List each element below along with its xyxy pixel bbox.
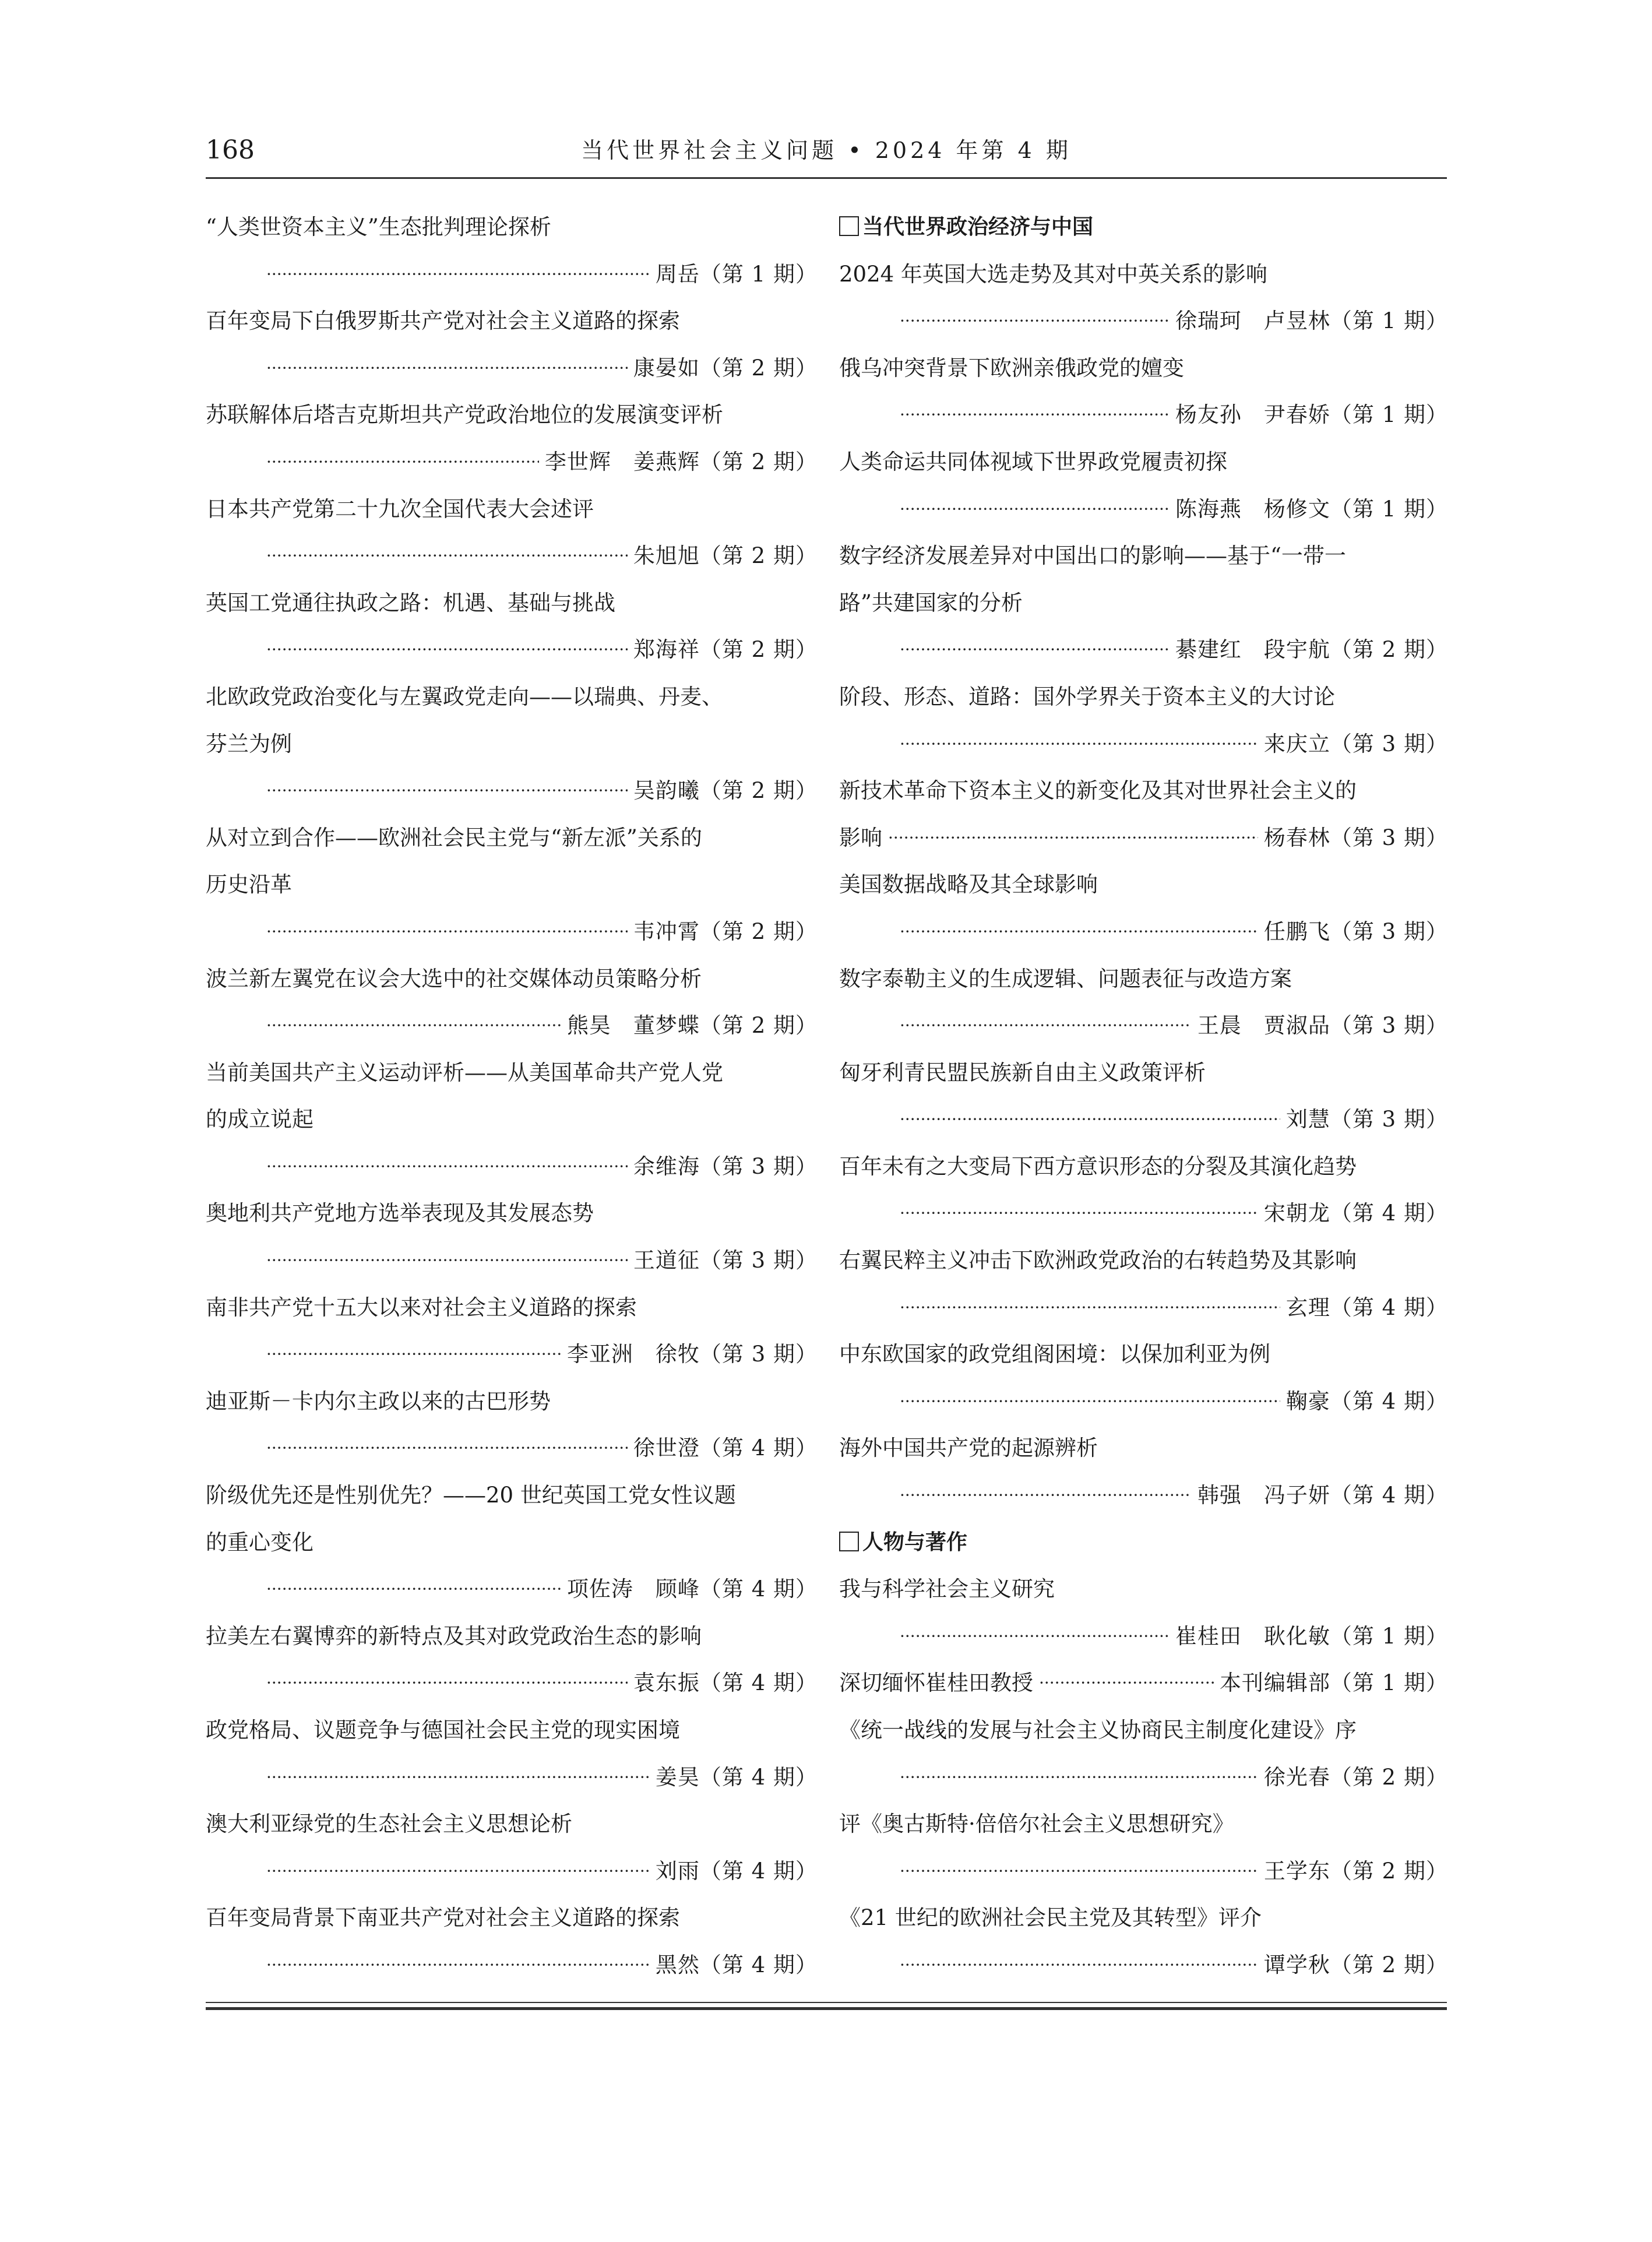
entry-author: 王晨 贾淑品（第 3 期）: [1197, 1013, 1448, 1039]
entry-title-line: 右翼民粹主义冲击下欧洲政党政治的右转趋势及其影响: [839, 1248, 1357, 1273]
leader-dots: [266, 1848, 650, 1895]
entry-author-line: [839, 721, 1448, 768]
entry-author-line: [206, 533, 818, 580]
entry-author-line: [839, 815, 1448, 862]
entry-author: 鞠豪（第 4 期）: [1285, 1388, 1448, 1414]
entry-title-line: 数字泰勒主义的生成逻辑、问题表征与改造方案: [839, 966, 1292, 991]
entry-author-line: [839, 1942, 1448, 1989]
entry-author-line: [839, 627, 1448, 674]
leader-dots: [266, 1566, 561, 1613]
entry-author-line: [206, 627, 818, 674]
entry-title-line: 中东欧国家的政党组阁困境：以保加利亚为例: [839, 1342, 1270, 1367]
entry-author-line: [839, 1096, 1448, 1143]
leader-dots: [266, 1237, 628, 1284]
leader-dots: [1039, 1660, 1214, 1707]
leader-dots: [900, 1848, 1258, 1895]
leader-dots: [900, 1378, 1280, 1426]
entry-title-line: 阶段、形态、道路：国外学界关于资本主义的大讨论: [839, 684, 1335, 709]
entry-title-line: 美国数据战略及其全球影响: [839, 872, 1098, 897]
entry-title-line: 南非共产党十五大以来对社会主义道路的探索: [206, 1294, 637, 1320]
entry-title-line: 北欧政党政治变化与左翼政党走向——以瑞典、丹麦、: [206, 684, 723, 709]
entry-title-line: 的重心变化: [206, 1529, 314, 1555]
entry-author: 刘慧（第 3 期）: [1285, 1107, 1448, 1132]
entry-author-line: [206, 251, 818, 298]
leader-dots: [266, 345, 628, 392]
entry-author: 王学东（第 2 期）: [1263, 1858, 1448, 1884]
section-heading: [839, 1519, 1448, 1567]
leader-dots: [900, 1002, 1192, 1050]
entry-title-line: 拉美左右翼博弈的新特点及其对政党政治生态的影响: [206, 1623, 702, 1649]
entry-author-line: [839, 486, 1448, 533]
entry-title-line: 人类命运共同体视域下世界政党履责初探: [839, 449, 1227, 474]
leader-dots: [900, 1096, 1280, 1143]
page-header: [206, 133, 1447, 174]
entry-author: 杨友孙 尹春娇（第 1 期）: [1175, 402, 1448, 428]
entry-author-line: [839, 909, 1448, 956]
entry-author-line: [206, 1754, 818, 1801]
leader-dots: [900, 721, 1258, 768]
entry-author: 袁东振（第 4 期）: [633, 1670, 818, 1696]
leader-dots: [900, 486, 1170, 533]
entry-title-line: 历史沿革: [206, 872, 292, 897]
leader-dots: [900, 1472, 1192, 1519]
entry-title-line: 2024 年英国大选走势及其对中英关系的影响: [839, 261, 1267, 287]
entry-title-inline: 深切缅怀崔桂田教授: [839, 1670, 1033, 1696]
leader-dots: [266, 1660, 628, 1707]
entry-title-line: 的成立说起: [206, 1107, 314, 1132]
entry-author: 郑海祥（第 2 期）: [633, 637, 818, 663]
entry-author-line: [206, 1942, 818, 1989]
leader-dots: [266, 533, 628, 580]
entry-title-line: 日本共产党第二十九次全国代表大会述评: [206, 496, 594, 522]
entry-author: 李亚洲 徐牧（第 3 期）: [566, 1342, 818, 1367]
leader-dots: [900, 1754, 1258, 1801]
entry-author: 康晏如（第 2 期）: [633, 355, 818, 381]
leader-dots: [900, 298, 1170, 345]
section-box-icon: [839, 216, 859, 236]
entry-title-inline: 影响: [839, 825, 882, 850]
leader-dots: [266, 768, 628, 815]
entry-author: 姜昊（第 4 期）: [655, 1764, 818, 1790]
entry-author-line: [206, 439, 818, 486]
header-rule: [206, 177, 1447, 179]
entry-author-line: [206, 1566, 818, 1613]
entry-title-line: 奥地利共产党地方选举表现及其发展态势: [206, 1201, 594, 1226]
entry-author: 綦建红 段宇航（第 2 期）: [1175, 637, 1448, 663]
entry-title-line: 《21 世纪的欧洲社会民主党及其转型》评介: [839, 1905, 1262, 1931]
entry-title-line: 海外中国共产党的起源辨析: [839, 1435, 1098, 1461]
leader-dots: [266, 1425, 628, 1472]
entry-author: 熊昊 董梦蝶（第 2 期）: [566, 1013, 818, 1039]
entry-author: 谭学秋（第 2 期）: [1263, 1952, 1448, 1977]
entry-author: 宋朝龙（第 4 期）: [1263, 1201, 1448, 1226]
leader-dots: [900, 1284, 1280, 1332]
leader-dots: [266, 909, 628, 956]
entry-author: 崔桂田 耿化敏（第 1 期）: [1175, 1623, 1448, 1649]
entry-author-line: [206, 909, 818, 956]
entry-title-line: 百年变局下白俄罗斯共产党对社会主义道路的探索: [206, 308, 680, 334]
entry-author: 任鹏飞（第 3 期）: [1263, 918, 1448, 944]
entry-title-line: 新技术革命下资本主义的新变化及其对世界社会主义的: [839, 778, 1357, 804]
section-heading-text: 当代世界政治经济与中国: [862, 215, 1094, 239]
leader-dots: [266, 1331, 561, 1378]
entry-author-line: [206, 1143, 818, 1191]
section-box-icon: [839, 1532, 859, 1551]
leader-dots: [888, 815, 1258, 862]
entry-author-line: [206, 1331, 818, 1378]
entry-title-line: 波兰新左翼党在议会大选中的社交媒体动员策略分析: [206, 966, 702, 991]
entry-author: 王道征（第 3 期）: [633, 1248, 818, 1273]
leader-dots: [266, 627, 628, 674]
entry-author: 项佐涛 顾峰（第 4 期）: [566, 1576, 818, 1602]
entry-title-line: 当前美国共产主义运动评析——从美国革命共产党人党: [206, 1060, 723, 1085]
leader-dots: [900, 392, 1170, 439]
entry-title-line: 迪亚斯－卡内尔主政以来的古巴形势: [206, 1388, 551, 1414]
entry-author-line: [839, 1848, 1448, 1895]
entry-author-line: [839, 1472, 1448, 1519]
left-column: [206, 204, 818, 1989]
leader-dots: [900, 1613, 1170, 1660]
entry-title-line: 澳大利亚绿党的生态社会主义思想论析: [206, 1811, 572, 1837]
entry-author-line: [839, 392, 1448, 439]
entry-author: 朱旭旭（第 2 期）: [633, 543, 818, 569]
leader-dots: [266, 1002, 561, 1050]
entry-author: 韦冲霄（第 2 期）: [633, 918, 818, 944]
entry-author: 杨春林（第 3 期）: [1263, 825, 1448, 850]
leader-dots: [900, 909, 1258, 956]
entry-author: 刘雨（第 4 期）: [655, 1858, 818, 1884]
entry-title-line: 阶级优先还是性别优先？——20 世纪英国工党女性议题: [206, 1483, 736, 1508]
entry-title-line: “人类世资本主义”生态批判理论探析: [206, 214, 551, 240]
leader-dots: [900, 1942, 1258, 1989]
entry-author-line: [206, 768, 818, 815]
entry-author-line: [839, 1002, 1448, 1050]
entry-title-line: 路”共建国家的分析: [839, 590, 1023, 615]
entry-title-line: 《统一战线的发展与社会主义协商民主制度化建设》序: [839, 1717, 1357, 1743]
entry-author: 韩强 冯子妍（第 4 期）: [1197, 1483, 1448, 1508]
entry-title-line: 我与科学社会主义研究: [839, 1576, 1055, 1602]
entry-author: 周岳（第 1 期）: [655, 261, 818, 287]
entry-author: 玄理（第 4 期）: [1285, 1294, 1448, 1320]
entry-title-line: 评《奥古斯特·倍倍尔社会主义思想研究》: [839, 1811, 1234, 1837]
footer-rule-thick: [206, 2007, 1447, 2010]
entry-author-line: [206, 1660, 818, 1707]
entry-author: 黑然（第 4 期）: [655, 1952, 818, 1977]
section-heading: [839, 204, 1448, 251]
entry-author-line: [839, 1754, 1448, 1801]
entry-author: 徐世澄（第 4 期）: [633, 1435, 818, 1461]
page-number: 168: [206, 135, 255, 165]
right-column: [839, 204, 1448, 1989]
leader-dots: [266, 439, 539, 486]
entry-author-line: [839, 1284, 1448, 1332]
entry-author: 吴韵曦（第 2 期）: [633, 778, 818, 804]
entry-author-line: [206, 1425, 818, 1472]
footer-rule: [206, 2002, 1447, 2003]
entry-author-line: [206, 1002, 818, 1050]
entry-author: 余维海（第 3 期）: [633, 1153, 818, 1179]
entry-author: 来庆立（第 3 期）: [1263, 731, 1448, 756]
leader-dots: [266, 1942, 650, 1989]
entry-author: 本刊编辑部（第 1 期）: [1219, 1670, 1448, 1696]
entry-author: 陈海燕 杨修文（第 1 期）: [1175, 496, 1448, 522]
entry-author: 李世辉 姜燕辉（第 2 期）: [544, 449, 818, 474]
entry-author-line: [839, 1190, 1448, 1237]
entry-author-line: [206, 345, 818, 392]
entry-author-line: [839, 1378, 1448, 1426]
entry-title-line: 百年变局背景下南亚共产党对社会主义道路的探索: [206, 1905, 680, 1931]
entry-title-line: 俄乌冲突背景下欧洲亲俄政党的嬗变: [839, 355, 1184, 381]
leader-dots: [266, 1143, 628, 1191]
entry-author-line: [839, 1660, 1448, 1707]
entry-author-line: [206, 1237, 818, 1284]
entry-author-line: [206, 1848, 818, 1895]
entry-title-line: 政党格局、议题竞争与德国社会民主党的现实困境: [206, 1717, 680, 1743]
entry-title-line: 芬兰为例: [206, 731, 292, 756]
leader-dots: [900, 1190, 1258, 1237]
entry-title-line: 英国工党通往执政之路：机遇、基础与挑战: [206, 590, 615, 615]
entry-author-line: [839, 298, 1448, 345]
entry-author-line: [839, 1613, 1448, 1660]
entry-title-line: 匈牙利青民盟民族新自由主义政策评析: [839, 1060, 1206, 1085]
leader-dots: [266, 1754, 650, 1801]
entry-title-line: 从对立到合作——欧洲社会民主党与“新左派”关系的: [206, 825, 702, 850]
entry-title-line: 百年未有之大变局下西方意识形态的分裂及其演化趋势: [839, 1153, 1357, 1179]
entry-author: 徐光春（第 2 期）: [1263, 1764, 1448, 1790]
entry-author: 徐瑞珂 卢昱林（第 1 期）: [1175, 308, 1448, 334]
journal-title: 当代世界社会主义问题 • 2024 年第 4 期: [581, 138, 1072, 163]
section-heading-text: 人物与著作: [862, 1530, 968, 1554]
entry-title-line: 数字经济发展差异对中国出口的影响——基于“一带一: [839, 543, 1346, 569]
leader-dots: [266, 251, 650, 298]
entry-title-line: 苏联解体后塔吉克斯坦共产党政治地位的发展演变评析: [206, 402, 723, 428]
leader-dots: [900, 627, 1170, 674]
